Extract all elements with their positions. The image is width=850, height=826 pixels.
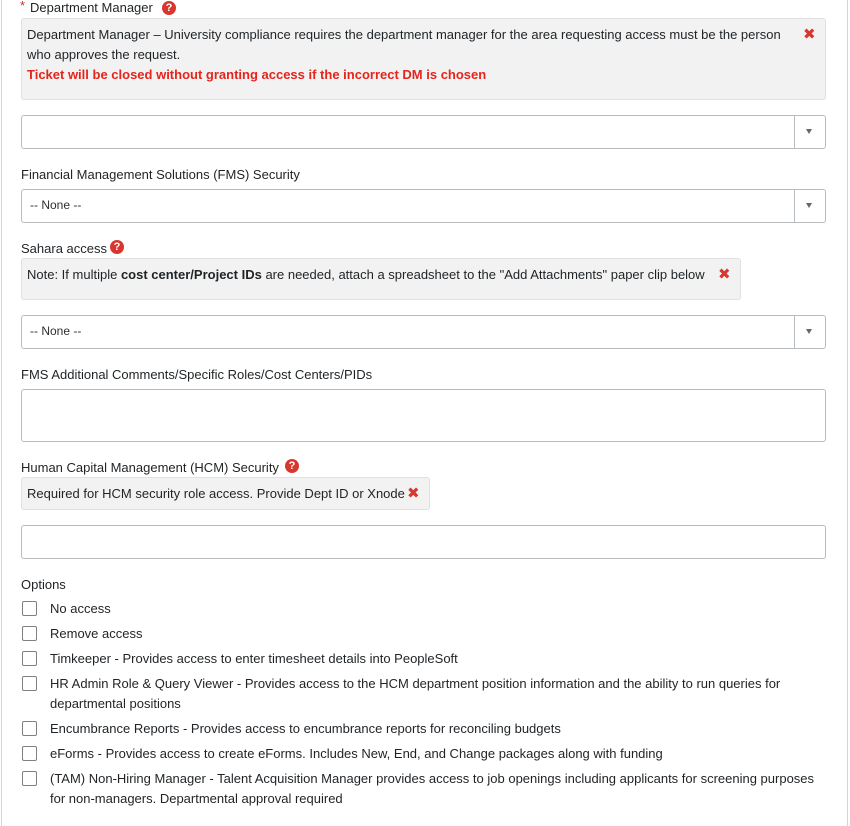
dropdown-toggle[interactable] [794,116,825,148]
department-manager-select[interactable] [21,115,826,149]
hcm-security-input[interactable] [21,525,826,559]
option-tam-non-hiring-manager: (TAM) Non-Hiring Manager - Talent Acquisition Manager provides access to job openings including applicants for screening purposes for non-managers. Departmental approval required [50,771,815,806]
option-no-access: No access [50,601,111,616]
option-eforms: eForms - Provides access to create eForms. Includes New, End, and Change packages along with funding [50,746,663,761]
checkbox-tam-non-hiring-manager[interactable] [22,771,37,786]
department-manager-help-icon[interactable]: ? [162,1,176,15]
option-encumbrance-reports: Encumbrance Reports - Provides access to encumbrance reports for reconciling budgets [50,721,561,736]
sahara-access-select[interactable] [21,315,826,349]
option-remove-access: Remove access [50,626,143,641]
department-manager-warning: Ticket will be closed without granting access if the incorrect DM is chosen [27,67,487,82]
fms-security-select[interactable] [21,189,826,223]
required-marker: * [20,0,26,13]
checkbox-hr-admin[interactable] [22,676,37,691]
fms-comments-textarea[interactable] [21,389,826,442]
fms-security-label: Financial Management Solutions (FMS) Security [21,167,300,182]
options-label: Options [21,577,66,592]
sahara-note-bold: cost center/Project IDs [120,267,262,282]
fms-security-value: -- None -- [30,198,82,212]
hcm-security-help-icon[interactable]: ? [285,459,299,473]
close-icon[interactable]: ✖ [718,266,731,283]
sahara-note [21,258,741,300]
department-manager-label: Department Manager [30,0,153,15]
checkbox-timekeeper[interactable] [22,651,37,666]
close-icon[interactable]: ✖ [407,485,420,502]
hcm-note [21,477,430,510]
dropdown-toggle[interactable] [794,316,825,348]
sahara-access-help-icon[interactable]: ? [110,240,124,254]
close-icon[interactable]: ✖ [803,26,816,43]
sahara-note-prefix: Note: If multiple [27,267,121,282]
option-hr-admin: HR Admin Role & Query Viewer - Provides access to the HCM department position information and the ability to run queries for departmental positions [50,676,781,711]
chevron-down-icon [806,129,812,134]
fms-comments-label: FMS Additional Comments/Specific Roles/Cost Centers/PIDs [21,367,373,382]
chevron-down-icon [806,203,812,208]
option-timekeeper: Timkeeper - Provides access to enter timesheet details into PeopleSoft [50,651,458,666]
dropdown-toggle[interactable] [794,190,825,222]
hcm-note-text: Required for HCM security role access. Provide Dept ID or Xnode [27,486,405,501]
sahara-note-suffix: are needed, attach a spreadsheet to the "Add Attachments" paper clip below [261,267,705,282]
sahara-access-value: -- None -- [30,324,82,338]
chevron-down-icon [806,329,812,334]
department-manager-note [21,18,826,100]
checkbox-encumbrance-reports[interactable] [22,721,37,736]
checkbox-remove-access[interactable] [22,626,37,641]
hcm-security-label: Human Capital Management (HCM) Security [21,460,279,475]
department-manager-note-text: Department Manager – University compliance requires the department manager for the area requesting access must be the person who approves the request. [27,27,781,62]
checkbox-eforms[interactable] [22,746,37,761]
sahara-access-label: Sahara access [21,241,107,256]
checkbox-no-access[interactable] [22,601,37,616]
